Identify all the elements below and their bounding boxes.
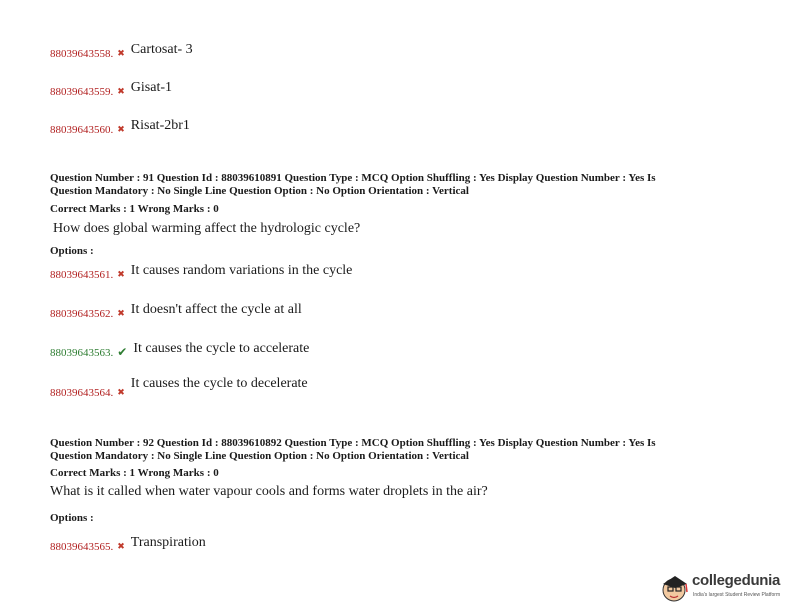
option-text: It causes the cycle to accelerate xyxy=(133,341,310,356)
question-text: How does global warming affect the hydrologic cycle? xyxy=(53,221,361,236)
question-meta xyxy=(50,172,740,198)
option-text: It causes random variations in the cycle xyxy=(130,263,353,278)
question-meta-line: Question Number : 91 Question Id : 88039610891 Question Type : MCQ Option Shuffling : Yes Display Question Number : Yes Is xyxy=(50,172,656,184)
option-text: Cartosat- 3 xyxy=(130,42,193,57)
option-text: It doesn't affect the cycle at all xyxy=(130,302,302,317)
logo-brand: collegedunia xyxy=(692,572,781,589)
question-meta xyxy=(50,437,740,463)
logo-tagline: India's largest Student Review Platform xyxy=(693,592,781,598)
option-text: Gisat-1 xyxy=(130,80,173,95)
check-icon: ✔ xyxy=(117,345,128,359)
option-text: Risat-2br1 xyxy=(130,118,190,133)
options-label: Options : xyxy=(50,245,94,257)
cross-icon: ✖ xyxy=(117,387,125,397)
option-row xyxy=(50,265,352,283)
cross-icon: ✖ xyxy=(117,308,125,318)
option-id: 88039643562. xyxy=(50,308,114,320)
cross-icon: ✖ xyxy=(117,124,125,134)
option-id: 88039643561. xyxy=(50,269,114,281)
cross-icon: ✖ xyxy=(117,86,125,96)
question-meta-line: Question Mandatory : No Single Line Question Option : No Option Orientation : Vertical xyxy=(50,185,469,197)
question-marks: Correct Marks : 1 Wrong Marks : 0 xyxy=(50,467,219,479)
option-text: Transpiration xyxy=(130,535,206,550)
option-row-correct xyxy=(50,343,309,361)
collegedunia-logo xyxy=(660,568,788,608)
option-row xyxy=(50,376,308,401)
question-text: What is it called when water vapour cools and forms water droplets in the air? xyxy=(50,484,488,499)
options-label: Options : xyxy=(50,512,94,524)
option-row xyxy=(50,304,302,322)
question-marks: Correct Marks : 1 Wrong Marks : 0 xyxy=(50,203,219,215)
option-row xyxy=(50,44,193,62)
option-text: It causes the cycle to decelerate xyxy=(130,376,308,391)
cross-icon: ✖ xyxy=(117,48,125,58)
option-row xyxy=(50,537,206,555)
option-id: 88039643564. xyxy=(50,387,114,399)
option-id: 88039643560. xyxy=(50,124,114,136)
option-row xyxy=(50,120,190,138)
cross-icon: ✖ xyxy=(117,541,125,551)
cross-icon: ✖ xyxy=(117,269,125,279)
option-row xyxy=(50,82,172,100)
mascot-icon xyxy=(660,570,690,604)
question-meta-line: Question Number : 92 Question Id : 88039610892 Question Type : MCQ Option Shuffling : Yes Display Question Number : Yes Is xyxy=(50,437,656,449)
option-id: 88039643558. xyxy=(50,48,114,60)
option-id: 88039643563. xyxy=(50,347,114,359)
option-id: 88039643565. xyxy=(50,541,114,553)
option-id: 88039643559. xyxy=(50,86,114,98)
question-meta-line: Question Mandatory : No Single Line Question Option : No Option Orientation : Vertical xyxy=(50,450,469,462)
